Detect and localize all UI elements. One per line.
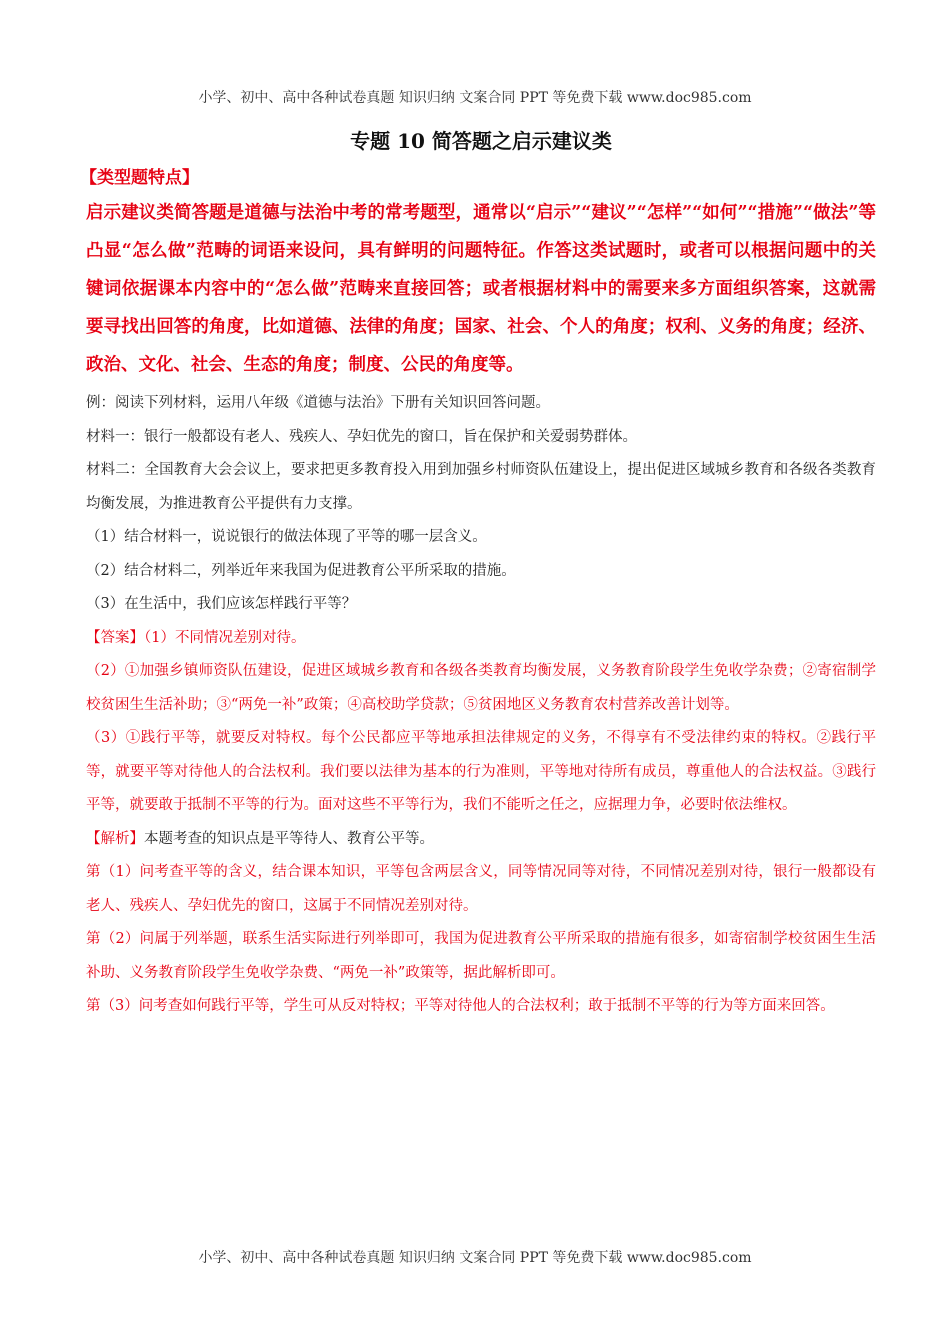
answer-label: 【答案】 [86, 629, 144, 646]
material-one: 材料一：银行一般都设有老人、残疾人、孕妇优先的窗口，旨在保护和关爱弱势群体。 [86, 428, 637, 445]
features-text: 启示建议类简答题是道德与法治中考的常考题型，通常以“启示”“建议”“怎样”“如何”“措施”“做法”等凸显“怎么做”范畴的词语来设问，具有鲜明的问题特征。作答这类试题时，或者可以根据问题中的关键词依据课本内容中的“怎么做”范畴来直接回答；或者根据材料中的需要来多方面组织答案，这就需要寻找出回答的角度，比如道德、法律的角度；国家、社会、个人的角度；权利、义务的角度；经济、政治、文化、社会、生态的角度；制度、公民的角度等。 [86, 203, 876, 375]
question-two: （2）结合材料二，列举近年来我国为促进教育公平所采取的措施。 [86, 562, 516, 579]
analysis-label: 【解析】 [86, 830, 144, 847]
main-content [80, 126, 876, 1024]
page-title: 专题 10 简答题之启示建议类 [350, 129, 612, 153]
question-three: （3）在生活中，我们应该怎样践行平等？ [86, 596, 357, 612]
analysis-part-one: 第（1）问考查平等的含义，结合课本知识，平等包含两层含义，同等情况同等对待，不同情况差别对待，银行一般都设有老人、残疾人、孕妇优先的窗口，这属于不同情况差别对待。 [86, 864, 876, 914]
analysis-part-three: 第（3）问考查如何践行平等，学生可从反对特权；平等对待他人的合法权利；敢于抵制不平等的行为等方面来回答。 [86, 998, 835, 1014]
material-two: 材料二：全国教育大会会议上，要求把更多教育投入用到加强乡村师资队伍建设上，提出促进区域城乡教育和各级各类教育均衡发展，为推进教育公平提供有力支撑。 [86, 462, 876, 512]
example-intro: 例：阅读下列材料，运用八年级《道德与法治》下册有关知识回答问题。 [86, 395, 550, 411]
answer-one-line [86, 622, 876, 656]
answer-two: （2）①加强乡镇师资队伍建设，促进区域城乡教育和各级各类教育均衡发展，义务教育阶段学生免收学杂费；②寄宿制学校贫困生生活补助；③“两免一补”政策；④高校助学贷款；⑤贫困地区义务教育农村营养改善计划等。 [86, 663, 876, 713]
page-footer: 小学、初中、高中各种试卷真题 知识归纳 文案合同 PPT 等免费下载 www.doc985.com [198, 1250, 752, 1266]
analysis-text: 本题考查的知识点是平等待人、教育公平等。 [144, 830, 434, 847]
answer-three: （3）①践行平等，就要反对特权。每个公民都应平等地承担法律规定的义务，不得享有不受法律约束的特权。②践行平等，就要平等对待他人的合法权利。我们要以法律为基本的行为准则，平等地对待所有成员，尊重他人的合法权益。③践行平等，就要敢于抵制不平等的行为。面对这些不平等行为，我们不能听之任之，应据理力争，必要时依法维权。 [86, 730, 876, 813]
analysis-part-two: 第（2）问属于列举题，联系生活实际进行列举即可，我国为促进教育公平所采取的措施有很多，如寄宿制学校贫困生生活补助、义务教育阶段学生免收学杂费、“两免一补”政策等，据此解析即可。 [86, 931, 876, 981]
analysis-line [86, 823, 876, 857]
answer-one: （1）不同情况差别对待。 [144, 629, 306, 646]
question-one: （1）结合材料一，说说银行的做法体现了平等的哪一层含义。 [86, 529, 487, 545]
features-label: 【类型题特点】 [80, 168, 199, 188]
page-header: 小学、初中、高中各种试卷真题 知识归纳 文案合同 PPT 等免费下载 www.doc985.com [198, 90, 752, 106]
